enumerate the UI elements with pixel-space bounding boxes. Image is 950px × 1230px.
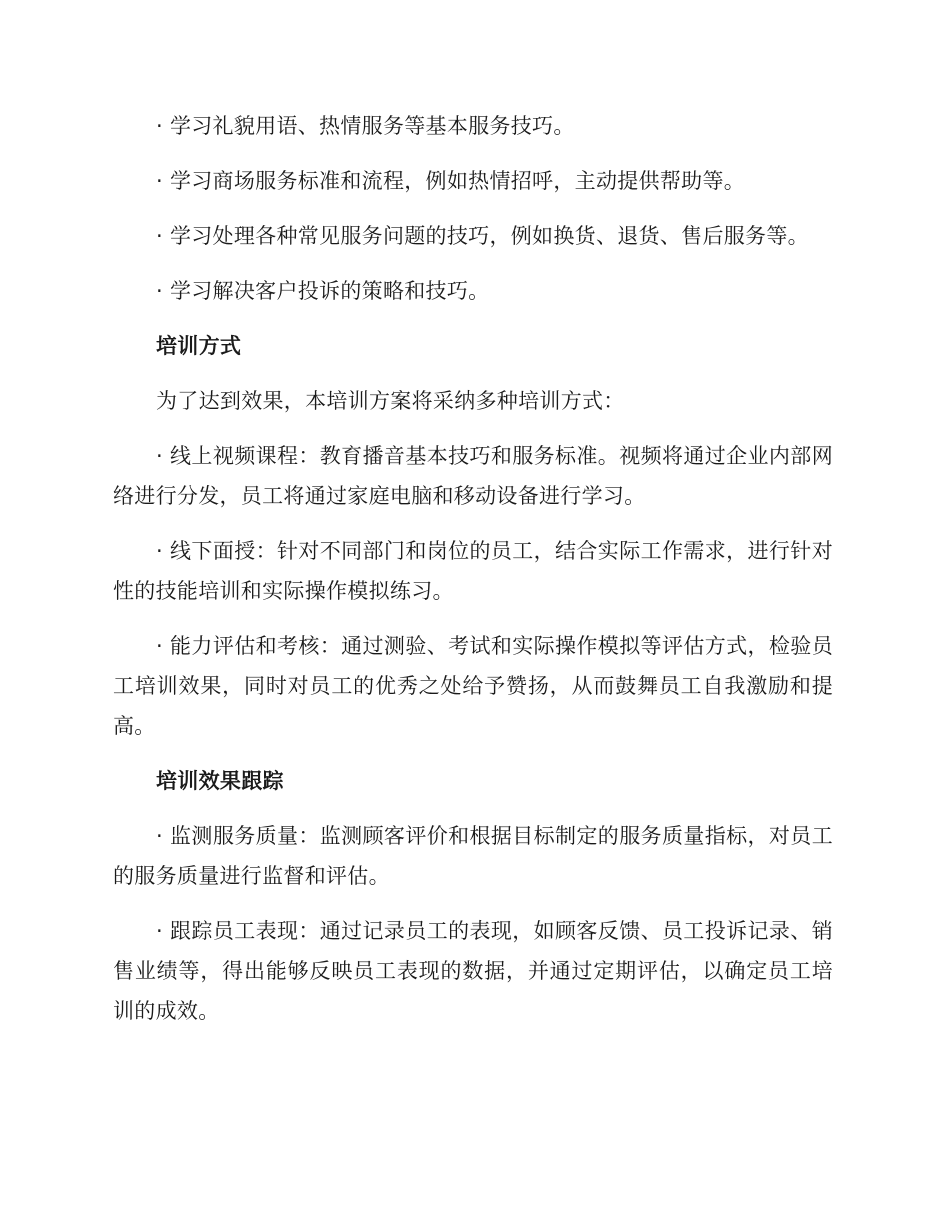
document-page xyxy=(113,106,833,1046)
section-heading-effect-tracking: 培训效果跟踪 xyxy=(156,769,284,793)
bullet-basic-service-skills: · 学习礼貌用语、热情服务等基本服务技巧。 xyxy=(156,114,575,138)
bullet-offline-classes: · 线下面授：针对不同部门和岗位的员工，结合实际工作需求，进行针对性的技能培训和实际操作模拟练习。 xyxy=(113,539,833,603)
bullet-monitor-service-quality: · 监测服务质量：监测顾客评价和根据目标制定的服务质量指标，对员工的服务质量进行监督和评估。 xyxy=(113,824,833,888)
bullet-customer-complaints: · 学习解决客户投诉的策略和技巧。 xyxy=(156,279,490,303)
bullet-online-video-courses: · 线上视频课程：教育播音基本技巧和服务标准。视频将通过企业内部网络进行分发，员工将通过家庭电脑和移动设备进行学习。 xyxy=(113,444,833,508)
bullet-track-employee-performance: · 跟踪员工表现：通过记录员工的表现，如顾客反馈、员工投诉记录、销售业绩等，得出能够反映员工表现的数据，并通过定期评估，以确定员工培训的成效。 xyxy=(113,919,833,1023)
bullet-assessment: · 能力评估和考核：通过测验、考试和实际操作模拟等评估方式，检验员工培训效果，同时对员工的优秀之处给予赞扬，从而鼓舞员工自我激励和提高。 xyxy=(113,634,833,738)
bullet-common-service-problems: · 学习处理各种常见服务问题的技巧，例如换货、退货、售后服务等。 xyxy=(156,224,809,248)
section-heading-training-methods: 培训方式 xyxy=(156,334,242,358)
bullet-service-standards: · 学习商场服务标准和流程，例如热情招呼，主动提供帮助等。 xyxy=(156,169,746,193)
training-methods-intro: 为了达到效果，本培训方案将采纳多种培训方式： xyxy=(156,389,625,413)
